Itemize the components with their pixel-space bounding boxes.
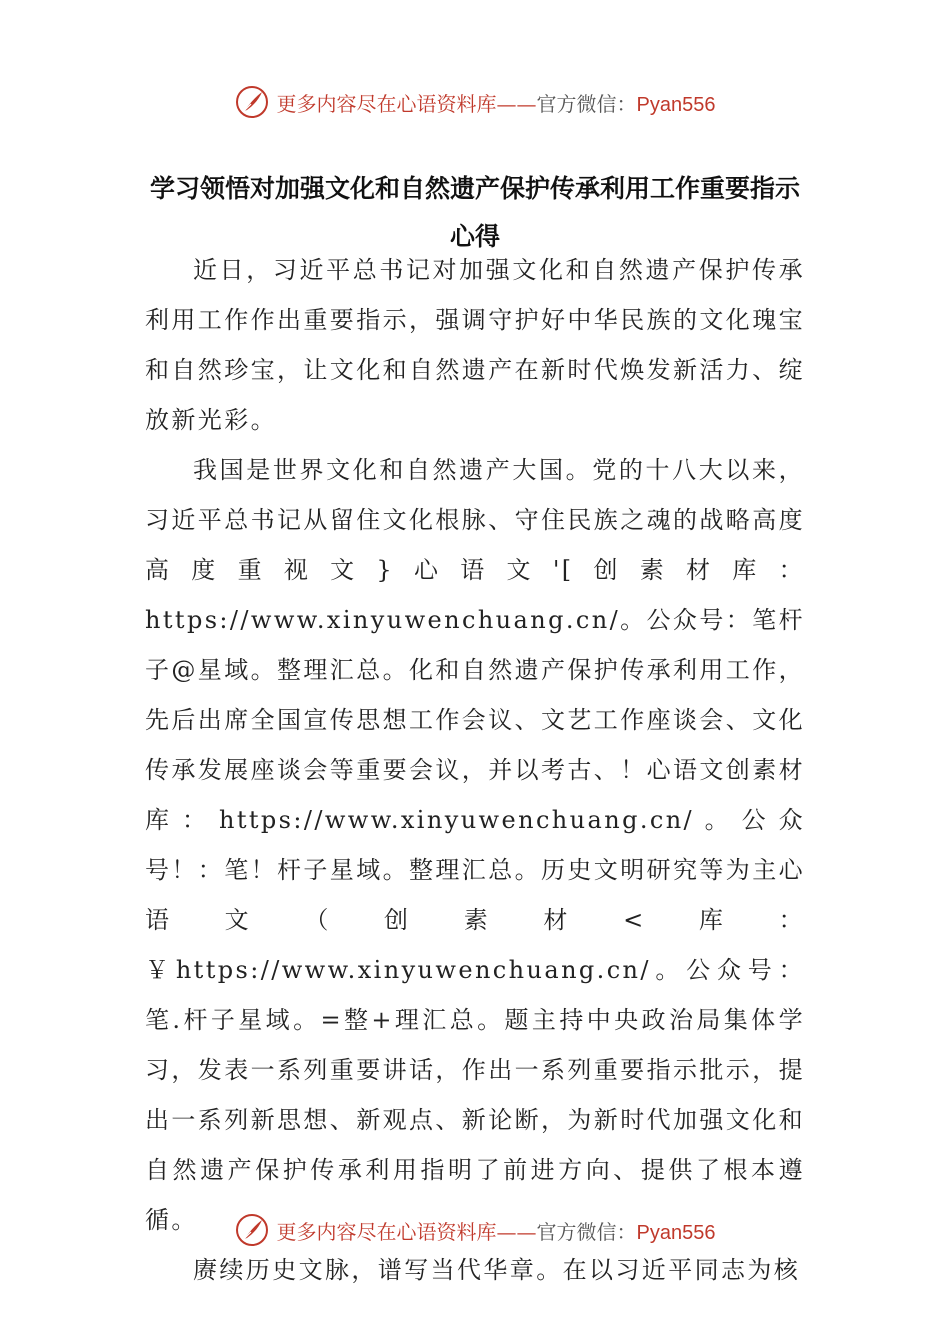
wechat-id: Pyan556 bbox=[636, 93, 716, 116]
paragraph-2: 我国是世界文化和自然遗产大国。党的十八大以来，习近平总书记从留住文化根脉、守住民族之魂的战略高度高度重视文}心语文'[创素材库：https://www.xinyuwenchuang.cn/。公众号：笔杆子@星域。整理汇总。化和自然遗产保护传承利用工作，先后出席全国宣传思想工作会议、文艺工作座谈会、文化传承发展座谈会等重要会议，并以考古、！心语文创素材库：https://www.xinyuwenchuang.cn/。公众号！：笔！杆子星域。整理汇总。历史文明研究等为主心语文（创素材<库：￥https://www.xinyuwenchuang.cn/。公众号：笔.杆子星域。=整+理汇总。题主持中央政治局集体学习，发表一系列重要讲话，作出一系列重要指示批示，提出一系列新思想、新观点、新论断，为新时代加强文化和自然遗产保护传承利用指明了前进方向、提供了根本遵循。 bbox=[145, 456, 805, 1234]
banner-text: 更多内容尽在心语资料库 bbox=[276, 91, 497, 116]
banner-separator: — bbox=[496, 1219, 517, 1244]
wechat-id: Pyan556 bbox=[636, 1221, 716, 1244]
wechat-label: 官方微信： bbox=[536, 1219, 637, 1244]
banner-separator: — bbox=[496, 91, 517, 116]
banner-text: 更多内容尽在心语资料库 bbox=[276, 1219, 497, 1244]
banner-separator-2: — bbox=[516, 1219, 537, 1244]
quill-pen-logo-icon bbox=[235, 85, 269, 119]
paragraph-3: 赓续历史文脉，谱写当代华章。在以习近平同志为核 bbox=[193, 1256, 801, 1284]
header-banner bbox=[0, 80, 950, 124]
wechat-label: 官方微信： bbox=[536, 91, 637, 116]
footer-banner bbox=[0, 1208, 950, 1252]
document-title: 学习领悟对加强文化和自然遗产保护传承利用工作重要指示心得 bbox=[149, 173, 800, 251]
document-body bbox=[145, 245, 805, 1295]
banner-separator-2: — bbox=[516, 91, 537, 116]
paragraph-1: 近日，习近平总书记对加强文化和自然遗产保护传承利用工作作出重要指示，强调守护好中华民族的文化瑰宝和自然珍宝，让文化和自然遗产在新时代焕发新活力、绽放新光彩。 bbox=[145, 256, 805, 434]
quill-pen-logo-icon bbox=[235, 1213, 269, 1247]
